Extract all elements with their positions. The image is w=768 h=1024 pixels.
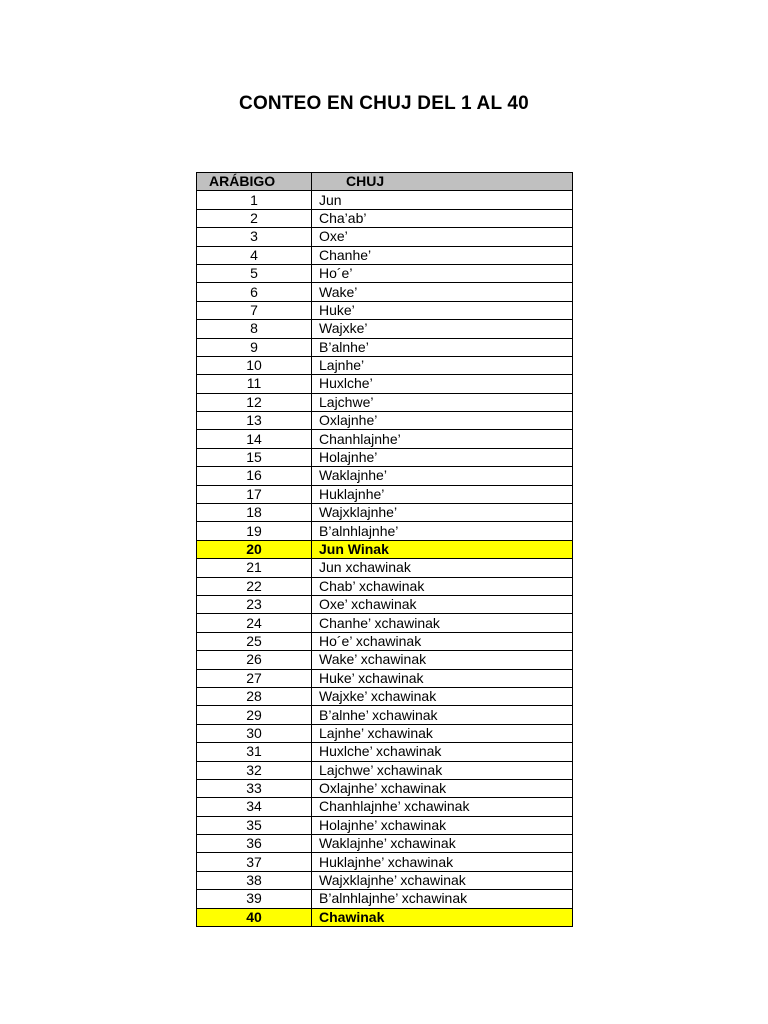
table-row — [197, 651, 573, 669]
arabic-number-cell: 24 — [197, 614, 312, 632]
table-row — [197, 871, 573, 889]
table-row — [197, 485, 573, 503]
chuj-word-cell: Jun — [312, 191, 573, 209]
table-row — [197, 522, 573, 540]
chuj-word-cell: Jun Winak — [312, 540, 573, 558]
chuj-word-cell: B’alnhlajnhe’ xchawinak — [312, 890, 573, 908]
table-row — [197, 540, 573, 558]
table-row — [197, 706, 573, 724]
table-row — [197, 430, 573, 448]
chuj-word-cell: Huklajnhe’ xchawinak — [312, 853, 573, 871]
arabic-number-cell: 33 — [197, 779, 312, 797]
table-row — [197, 853, 573, 871]
chuj-word-cell: Holajnhe’ xchawinak — [312, 816, 573, 834]
table-row — [197, 264, 573, 282]
arabic-number-cell: 18 — [197, 504, 312, 522]
column-header-arabic: ARÁBIGO — [197, 173, 312, 191]
arabic-number-cell: 4 — [197, 246, 312, 264]
chuj-word-cell: B’alnhe’ xchawinak — [312, 706, 573, 724]
chuj-word-cell: Chawinak — [312, 908, 573, 926]
table-row — [197, 669, 573, 687]
table-row — [197, 559, 573, 577]
arabic-number-cell: 25 — [197, 632, 312, 650]
chuj-word-cell: Huke’ xchawinak — [312, 669, 573, 687]
chuj-word-cell: Jun xchawinak — [312, 559, 573, 577]
arabic-number-cell: 23 — [197, 595, 312, 613]
table-row — [197, 228, 573, 246]
chuj-word-cell: Lajchwe’ xchawinak — [312, 761, 573, 779]
arabic-number-cell: 13 — [197, 412, 312, 430]
arabic-number-cell: 27 — [197, 669, 312, 687]
arabic-number-cell: 10 — [197, 356, 312, 374]
table-row — [197, 246, 573, 264]
column-header-chuj: CHUJ — [312, 173, 573, 191]
table-row — [197, 338, 573, 356]
arabic-number-cell: 11 — [197, 375, 312, 393]
arabic-number-cell: 1 — [197, 191, 312, 209]
table-row — [197, 890, 573, 908]
arabic-number-cell: 5 — [197, 264, 312, 282]
chuj-word-cell: Lajchwe’ — [312, 393, 573, 411]
chuj-word-cell: Huxlche’ — [312, 375, 573, 393]
chuj-word-cell: Wake’ xchawinak — [312, 651, 573, 669]
arabic-number-cell: 39 — [197, 890, 312, 908]
chuj-word-cell: Chanhe’ xchawinak — [312, 614, 573, 632]
arabic-number-cell: 6 — [197, 283, 312, 301]
table-body — [197, 191, 573, 927]
arabic-number-cell: 16 — [197, 467, 312, 485]
chuj-word-cell: Lajnhe’ — [312, 356, 573, 374]
arabic-number-cell: 15 — [197, 448, 312, 466]
chuj-word-cell: B’alnhlajnhe’ — [312, 522, 573, 540]
chuj-word-cell: Chanhe’ — [312, 246, 573, 264]
chuj-word-cell: Wajxklajnhe’ xchawinak — [312, 871, 573, 889]
table-row — [197, 632, 573, 650]
arabic-number-cell: 32 — [197, 761, 312, 779]
counting-table — [196, 172, 573, 927]
table-row — [197, 209, 573, 227]
arabic-number-cell: 22 — [197, 577, 312, 595]
table-row — [197, 779, 573, 797]
chuj-word-cell: Oxlajnhe’ — [312, 412, 573, 430]
chuj-word-cell: Ho´e’ — [312, 264, 573, 282]
table-row — [197, 743, 573, 761]
page-title: CONTEO EN CHUJ DEL 1 AL 40 — [239, 93, 529, 114]
arabic-number-cell: 26 — [197, 651, 312, 669]
table-row — [197, 687, 573, 705]
arabic-number-cell: 3 — [197, 228, 312, 246]
arabic-number-cell: 30 — [197, 724, 312, 742]
chuj-word-cell: Ho´e’ xchawinak — [312, 632, 573, 650]
table-row — [197, 467, 573, 485]
chuj-word-cell: Huklajnhe’ — [312, 485, 573, 503]
table-row — [197, 356, 573, 374]
table-row — [197, 816, 573, 834]
table-row — [197, 448, 573, 466]
chuj-word-cell: Chanhlajnhe’ — [312, 430, 573, 448]
chuj-word-cell: Cha’ab’ — [312, 209, 573, 227]
chuj-word-cell: Chanhlajnhe’ xchawinak — [312, 798, 573, 816]
arabic-number-cell: 19 — [197, 522, 312, 540]
table-row — [197, 614, 573, 632]
chuj-word-cell: Lajnhe’ xchawinak — [312, 724, 573, 742]
table-row — [197, 798, 573, 816]
table-row — [197, 412, 573, 430]
table-row — [197, 724, 573, 742]
table-row — [197, 375, 573, 393]
table-header-row — [197, 173, 573, 191]
chuj-word-cell: Huke’ — [312, 301, 573, 319]
arabic-number-cell: 17 — [197, 485, 312, 503]
arabic-number-cell: 8 — [197, 320, 312, 338]
arabic-number-cell: 28 — [197, 687, 312, 705]
table-row — [197, 320, 573, 338]
table-row — [197, 393, 573, 411]
chuj-word-cell: Wajxke’ xchawinak — [312, 687, 573, 705]
arabic-number-cell: 31 — [197, 743, 312, 761]
table-row — [197, 191, 573, 209]
arabic-number-cell: 14 — [197, 430, 312, 448]
chuj-word-cell: Oxlajnhe’ xchawinak — [312, 779, 573, 797]
table-row — [197, 504, 573, 522]
chuj-word-cell: Holajnhe’ — [312, 448, 573, 466]
arabic-number-cell: 2 — [197, 209, 312, 227]
table-row — [197, 835, 573, 853]
chuj-word-cell: Huxlche’ xchawinak — [312, 743, 573, 761]
chuj-word-cell: Waklajnhe’ xchawinak — [312, 835, 573, 853]
arabic-number-cell: 38 — [197, 871, 312, 889]
table-row — [197, 908, 573, 926]
arabic-number-cell: 29 — [197, 706, 312, 724]
arabic-number-cell: 37 — [197, 853, 312, 871]
arabic-number-cell: 34 — [197, 798, 312, 816]
table-row — [197, 283, 573, 301]
arabic-number-cell: 21 — [197, 559, 312, 577]
arabic-number-cell: 35 — [197, 816, 312, 834]
chuj-word-cell: Chab’ xchawinak — [312, 577, 573, 595]
chuj-word-cell: B’alnhe’ — [312, 338, 573, 356]
chuj-word-cell: Oxe’ xchawinak — [312, 595, 573, 613]
table-row — [197, 577, 573, 595]
chuj-word-cell: Wake’ — [312, 283, 573, 301]
arabic-number-cell: 36 — [197, 835, 312, 853]
arabic-number-cell: 20 — [197, 540, 312, 558]
arabic-number-cell: 7 — [197, 301, 312, 319]
table-row — [197, 301, 573, 319]
table-row — [197, 761, 573, 779]
chuj-word-cell: Wajxke’ — [312, 320, 573, 338]
chuj-word-cell: Wajxklajnhe’ — [312, 504, 573, 522]
arabic-number-cell: 12 — [197, 393, 312, 411]
chuj-word-cell: Waklajnhe’ — [312, 467, 573, 485]
arabic-number-cell: 40 — [197, 908, 312, 926]
chuj-word-cell: Oxe’ — [312, 228, 573, 246]
arabic-number-cell: 9 — [197, 338, 312, 356]
table-row — [197, 595, 573, 613]
